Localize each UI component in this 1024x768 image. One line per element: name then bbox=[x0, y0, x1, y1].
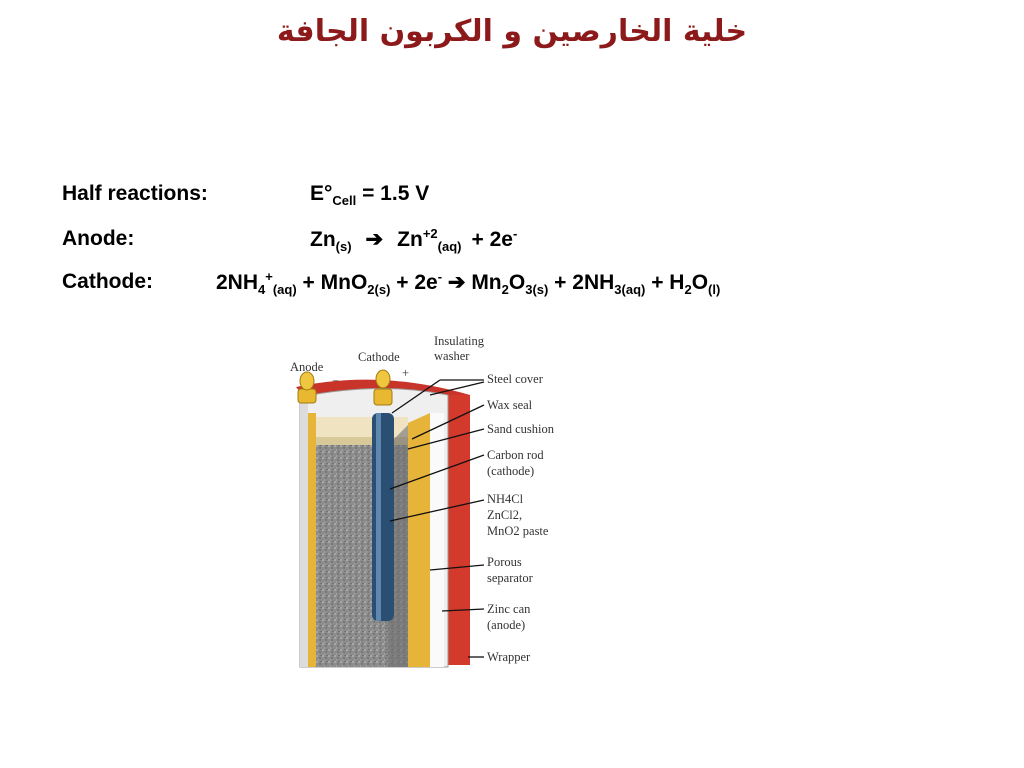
anode-equation: $Zn_{(s)}$ ➔ $Zn^{+2}_{(aq)} + 2e^-$ bbox=[310, 226, 518, 255]
zinc-can-label-1: Zinc can bbox=[487, 602, 531, 616]
dry-cell-diagram bbox=[280, 325, 600, 680]
ecell-value: $E^\circ_{Cell} = 1.5$ V bbox=[310, 182, 430, 209]
slide-title: خلية الخارصين و الكربون الجافة bbox=[276, 14, 748, 49]
paste-shape bbox=[316, 425, 408, 667]
half-reactions-label: Half reactions: bbox=[62, 182, 208, 205]
sand-cushion-label: Sand cushion bbox=[487, 422, 555, 436]
carbon-rod-label-1: Carbon rod bbox=[487, 448, 544, 462]
anode-line bbox=[0, 227, 1024, 257]
insulating-washer-label-1: Insulating bbox=[434, 334, 484, 348]
porous-separator-label-2: separator bbox=[487, 571, 533, 585]
wrapper-label: Wrapper bbox=[487, 650, 531, 664]
anode-sign: − bbox=[332, 374, 340, 388]
cathode-sign: + bbox=[402, 366, 410, 380]
inner-white-band bbox=[430, 413, 444, 667]
paste-label-1: NH4Cl bbox=[487, 492, 524, 506]
anode-label: Anode: bbox=[62, 227, 135, 250]
cathode-line bbox=[0, 270, 1024, 300]
steel-cover-label: Steel cover bbox=[487, 372, 543, 386]
wax-seal-label: Wax seal bbox=[487, 398, 533, 412]
half-reactions-line bbox=[0, 182, 1024, 212]
paste-label-2: ZnCl2, bbox=[487, 508, 523, 522]
cathode-equation: $2NH_4^+_{(aq)} + MnO_{2(s)} + 2e^-$ ➔ $Mn_2O_{3(s)} + 2NH_{3(aq)} + H_2O_{(l)}$ bbox=[216, 269, 721, 298]
cathode-label: Cathode: bbox=[62, 270, 153, 293]
zinc-can-label-2: (anode) bbox=[487, 618, 526, 632]
anode-label-diagram: Anode bbox=[290, 360, 324, 374]
carbon-rod-shape bbox=[372, 413, 394, 621]
porous-separator-label-1: Porous bbox=[487, 555, 522, 569]
dry-cell-svg bbox=[280, 325, 600, 675]
carbon-rod-label-2: (cathode) bbox=[487, 464, 535, 478]
cathode-label-diagram: Cathode bbox=[358, 350, 400, 364]
paste-label-3: MnO2 paste bbox=[487, 524, 549, 538]
insulating-washer-label-2: washer bbox=[434, 349, 470, 363]
